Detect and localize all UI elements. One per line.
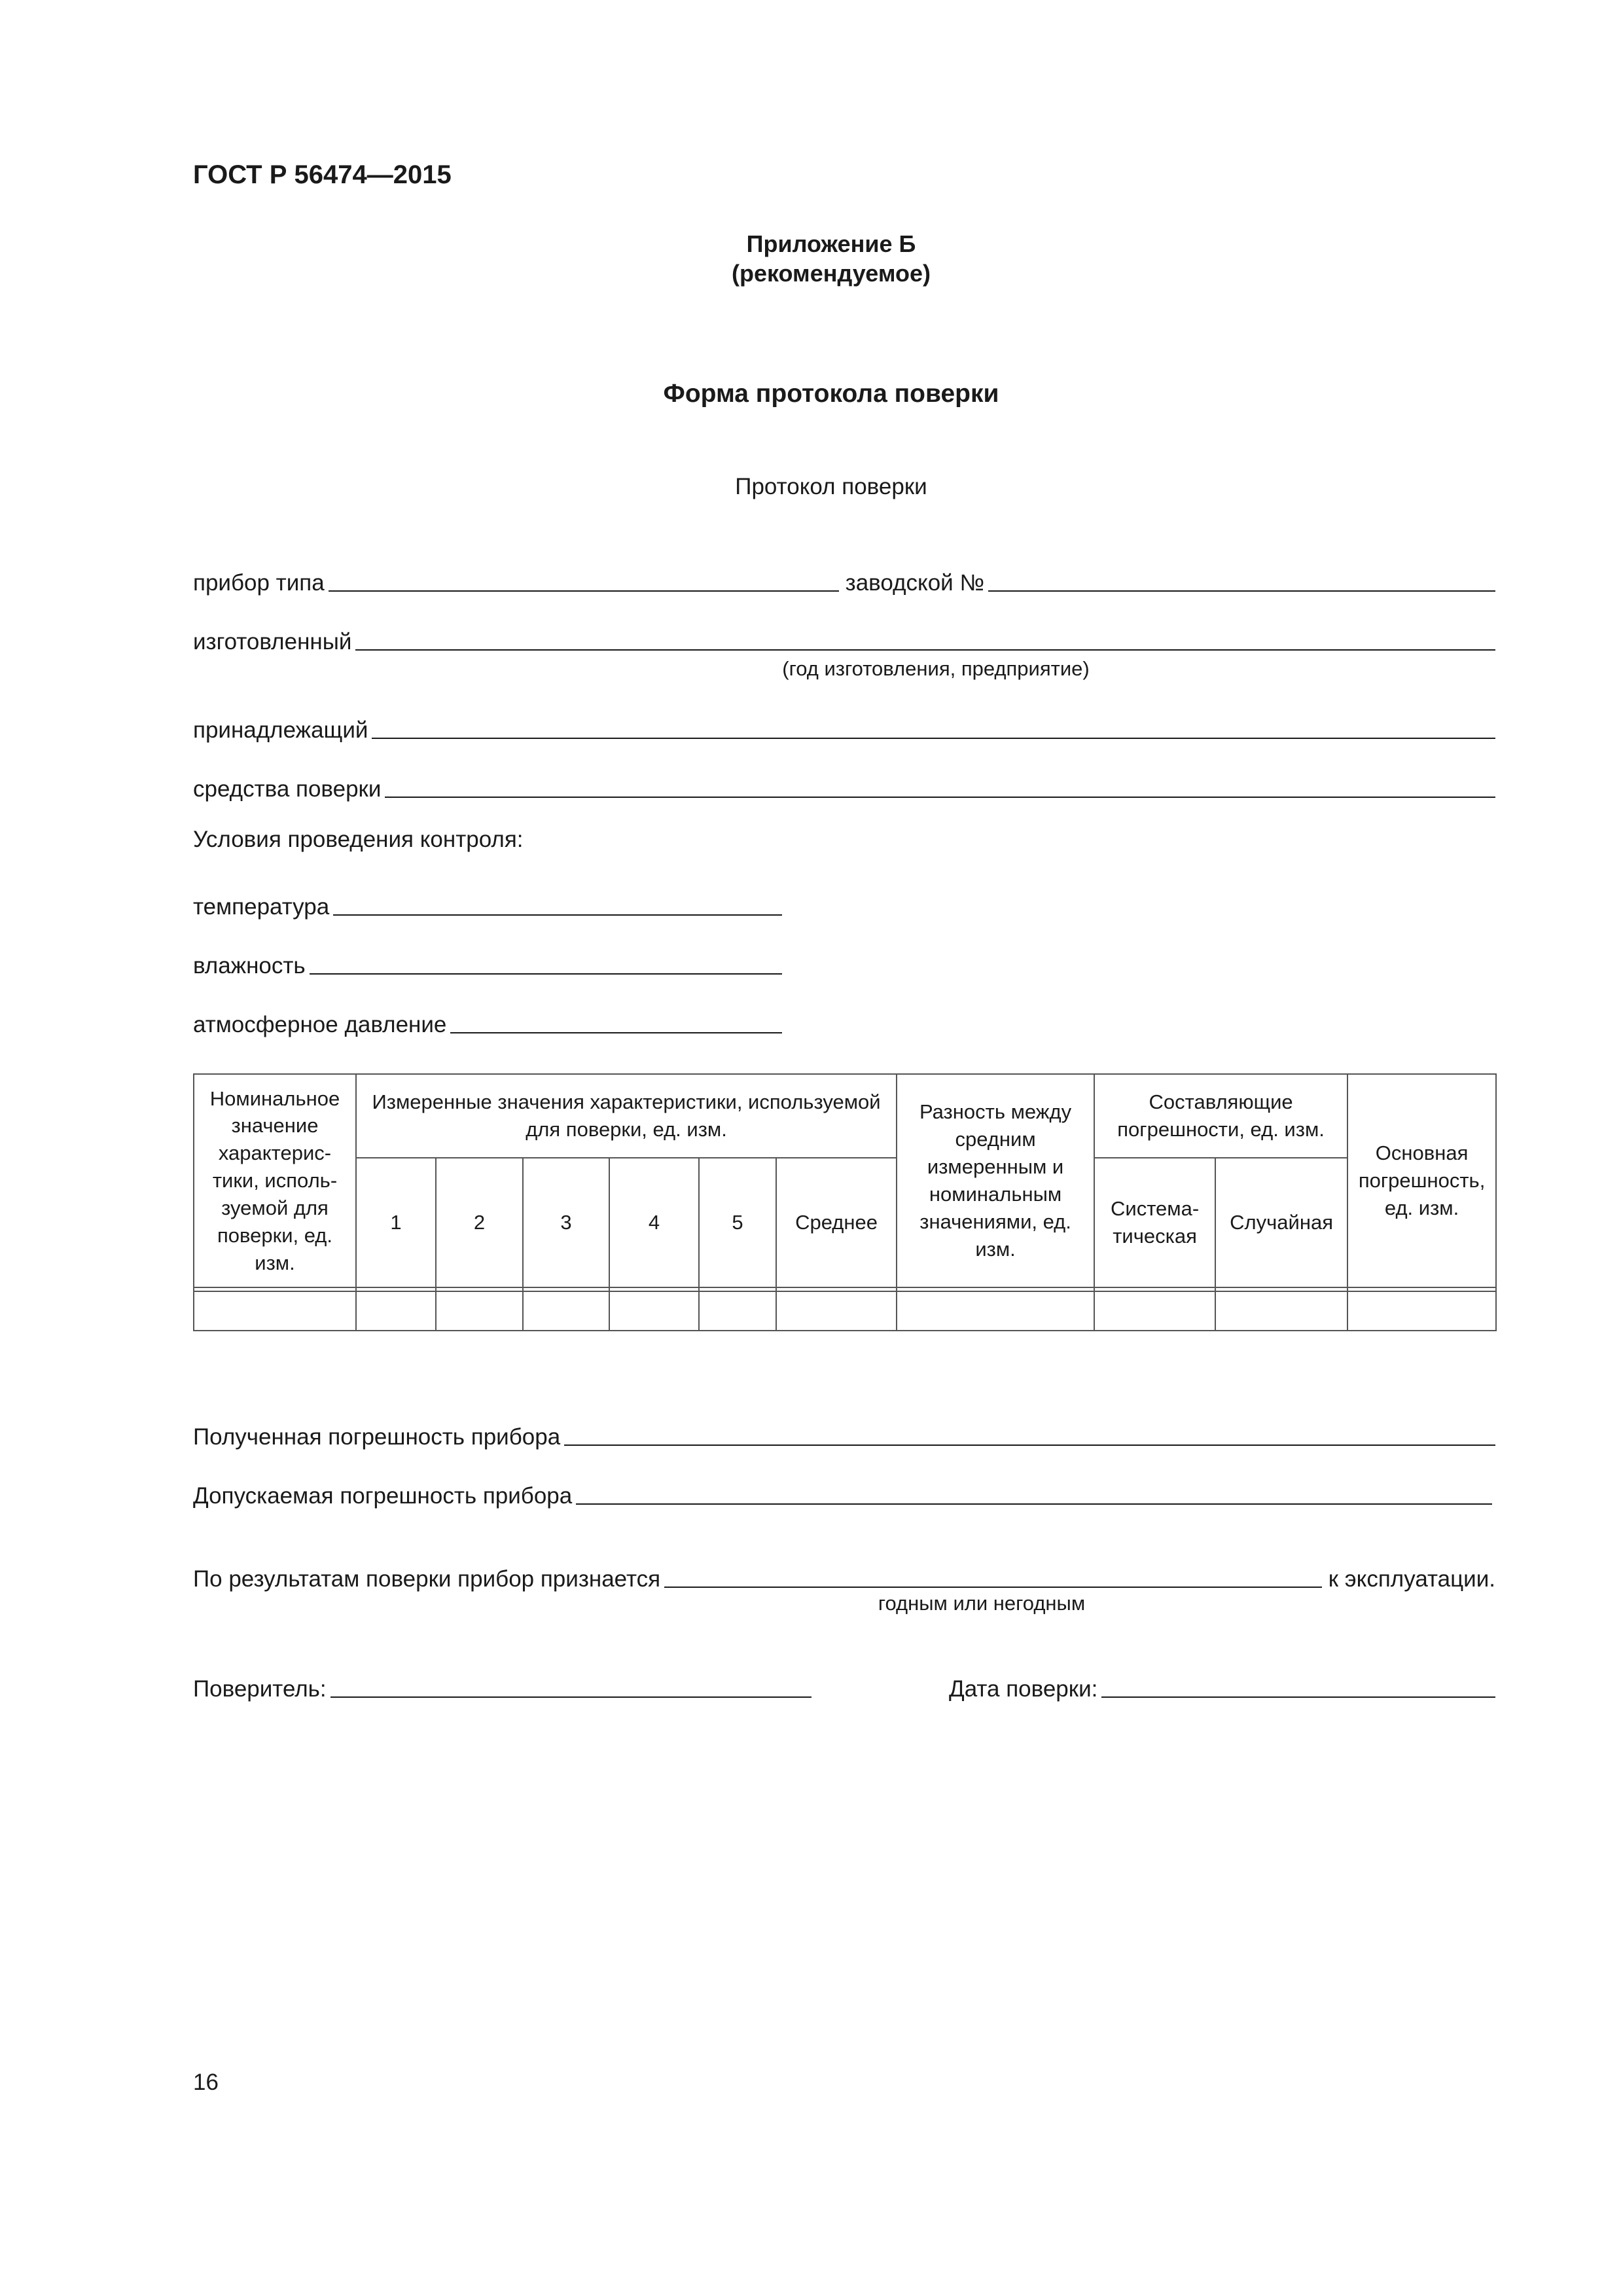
humidity-label: влажность [193,952,306,978]
obtained-error-blank[interactable] [564,1444,1495,1446]
measured-values-header: Измеренные значения характеристики, используемой для поверки, ед. изм. [356,1074,897,1158]
date-label: Дата поверки: [949,1676,1098,1702]
basic-error-header: Основная погрешность, ед. изм. [1347,1074,1496,1287]
humidity-blank[interactable] [310,973,782,975]
pressure-label: атмосферное давление [193,1011,447,1037]
date-blank[interactable] [1101,1696,1495,1698]
serial-no-label: заводской № [845,569,984,596]
manufactured-hint: (год изготовления, предприятие) [782,657,1090,680]
conditions-heading: Условия проведения контроля: [193,827,524,852]
humidity-row [193,939,782,978]
date-row [949,1662,1495,1702]
verification-means-row [193,762,1495,802]
verifier-blank[interactable] [330,1696,812,1698]
owner-blank[interactable] [372,738,1495,739]
appendix-note: (рекомендуемое) [732,260,931,287]
temperature-blank[interactable] [333,914,782,916]
page-number: 16 [193,2070,219,2095]
error-components-header: Составляющие погрешности, ед. изм. [1094,1074,1347,1158]
manufactured-blank[interactable] [355,649,1495,651]
table-cell[interactable] [1215,1291,1347,1331]
table-cell[interactable] [897,1291,1094,1331]
table-cell[interactable] [1347,1291,1496,1331]
verification-table [193,1073,1497,1331]
temperature-row [193,880,782,920]
measured-col-1: 1 [356,1158,436,1287]
temperature-label: температура [193,893,330,920]
verdict-row [193,1552,1495,1592]
manufactured-label: изготовленный [193,628,352,655]
verdict-suffix: к эксплуатации. [1328,1566,1495,1592]
verdict-hint: годным или негодным [878,1592,1086,1615]
verdict-prefix: По результатам поверки прибор признается [193,1566,661,1592]
verification-means-blank[interactable] [385,797,1495,798]
device-type-row [193,556,1495,596]
serial-no-blank[interactable] [988,590,1495,592]
pressure-blank[interactable] [450,1032,782,1033]
table-row [194,1291,1496,1331]
pressure-row [193,998,782,1037]
protocol-title: Протокол поверки [735,474,927,499]
standard-code: ГОСТ Р 56474—2015 [193,160,452,189]
measured-col-3: 3 [523,1158,609,1287]
appendix-title: Приложение Б [746,230,916,257]
difference-header: Разность между средним измеренным и номинальным значениями, ед. изм. [897,1074,1094,1287]
nominal-value-header: Номинальное значение характерис-тики, исполь-зуемой для поверки, ед. изм. [194,1074,356,1287]
table-cell[interactable] [436,1291,523,1331]
owner-label: принадлежащий [193,717,368,743]
obtained-error-label: Полученная погрешность прибора [193,1424,561,1450]
table-cell[interactable] [699,1291,776,1331]
table-cell[interactable] [1094,1291,1215,1331]
verifier-label: Поверитель: [193,1676,327,1702]
measured-col-5: 5 [699,1158,776,1287]
measured-col-4: 4 [609,1158,699,1287]
owner-row [193,704,1495,743]
verifier-row [193,1662,812,1702]
allowed-error-label: Допускаемая погрешность прибора [193,1482,573,1509]
obtained-error-row [193,1410,1495,1450]
table-cell[interactable] [194,1291,356,1331]
measured-col-2: 2 [436,1158,523,1287]
table-cell[interactable] [776,1291,897,1331]
manufactured-row [193,615,1495,655]
allowed-error-row [193,1469,1492,1509]
measured-col-average: Среднее [776,1158,897,1287]
allowed-error-blank[interactable] [576,1503,1492,1505]
device-type-blank[interactable] [329,590,839,592]
verdict-blank[interactable] [664,1587,1322,1588]
form-title: Форма протокола поверки [663,380,999,408]
verification-means-label: средства поверки [193,776,382,802]
table-cell[interactable] [609,1291,699,1331]
random-error-header: Случайная [1215,1158,1347,1287]
table-cell[interactable] [356,1291,436,1331]
table-cell[interactable] [523,1291,609,1331]
systematic-error-header: Система-тическая [1094,1158,1215,1287]
device-type-label: прибор типа [193,569,325,596]
